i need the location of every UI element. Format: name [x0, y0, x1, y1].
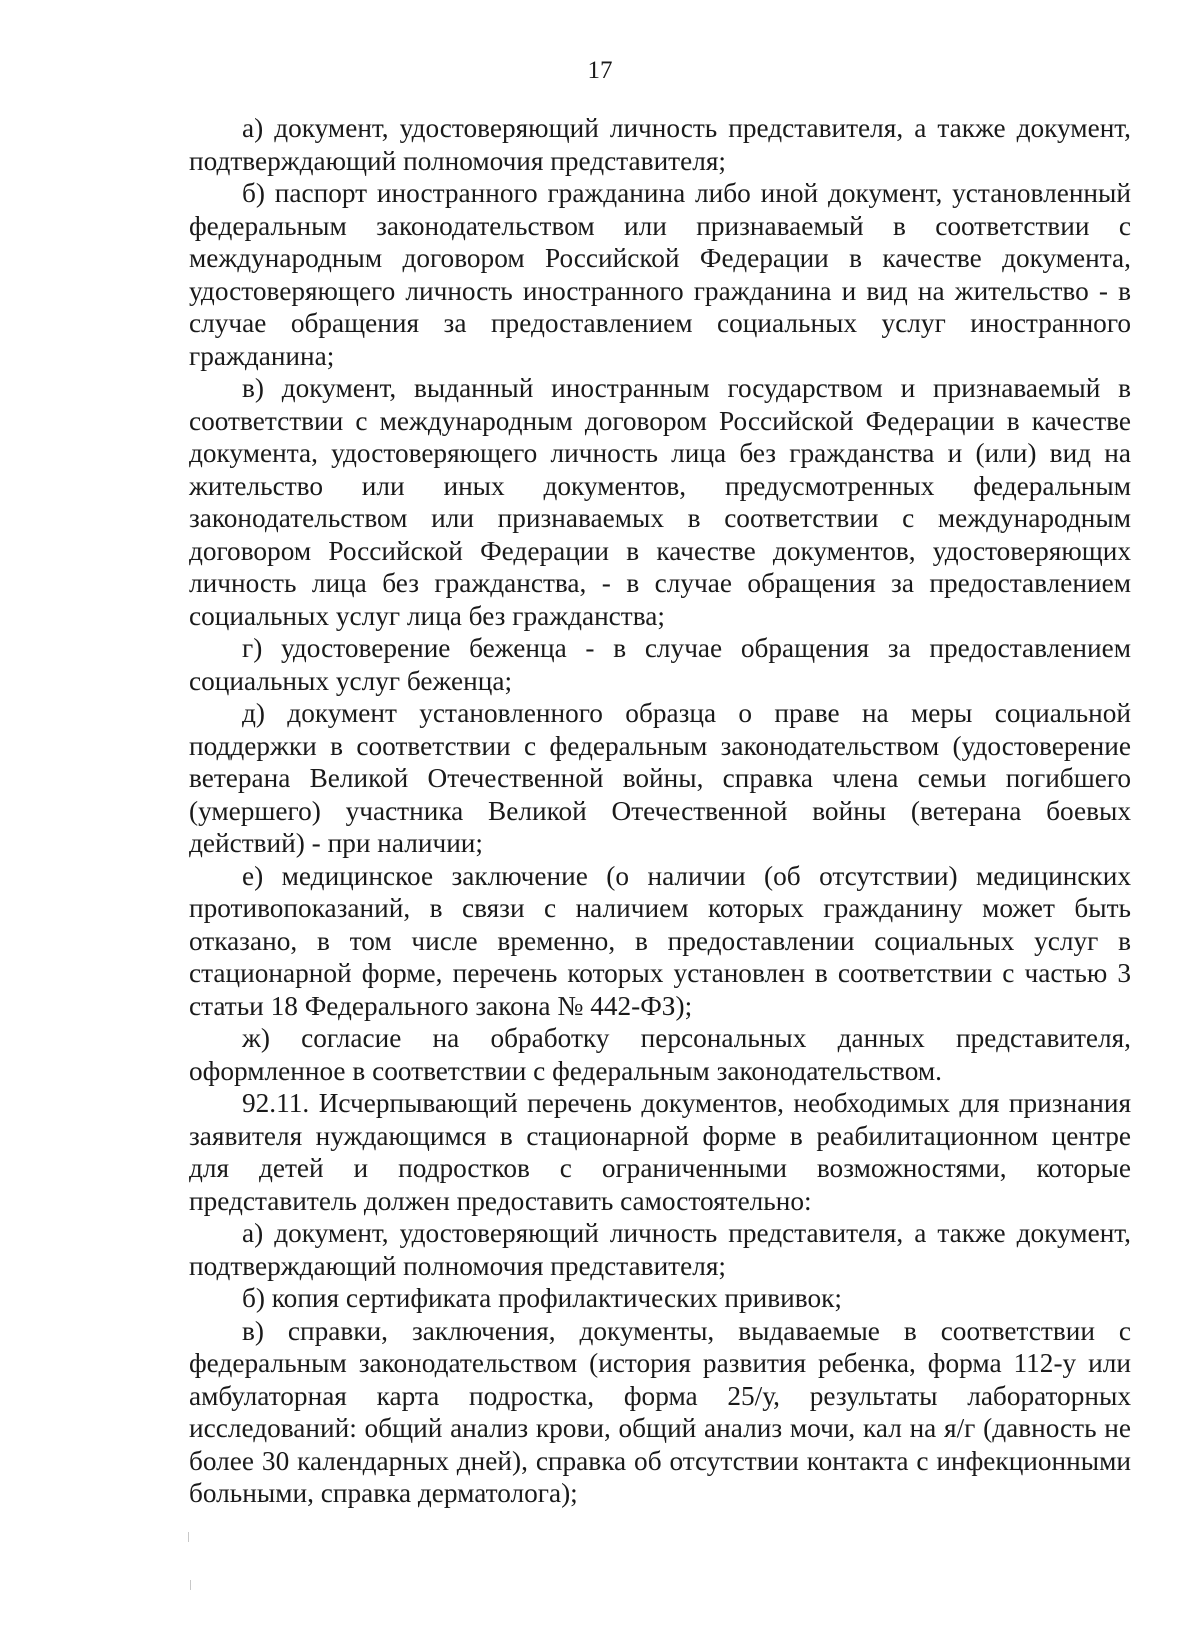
paragraph-d-social-support-document: д) документ установленного образца о праве на меры социальной поддержки в соответствии с федеральным законодательством (удостоверение ветерана Великой Отечественной войны, справка члена семьи погибшего (умершего) участника Великой Отечественной войны (ветерана боевых действий) - при наличии; — [189, 698, 1131, 858]
scan-mark — [190, 1580, 191, 1590]
paragraph-92-11-document-list: 92.11. Исчерпывающий перечень документов, необходимых для признания заявителя нуждающимся в стационарной форме в реабилитационном центре для детей и подростков с ограниченными возможностями, которые представитель должен предоставить самостоятельно: — [189, 1088, 1131, 1216]
document-body — [189, 112, 1131, 1510]
paragraph-v-stateless-document: в) документ, выданный иностранным государством и признаваемый в соответствии с международным договором Российской Федерации в качестве документа, удостоверяющего личность лица без гражданства и (или) вид на жительство или иных документов, предусмотренных федеральным законодательством или признаваемых в соответствии с международным договором Российской Федерации в качестве документов, удостоверяющих личность лица без гражданства, - в случае обращения за предоставлением социальных услуг лица без гражданства; — [189, 373, 1131, 631]
paragraph-a-representative-id: а) документ, удостоверяющий личность представителя, а также документ, подтверждающий полномочия представителя; — [189, 113, 1131, 176]
scan-mark — [188, 1532, 189, 1542]
paragraph-b-vaccination-certificate: б) копия сертификата профилактических прививок; — [242, 1283, 842, 1313]
paragraph-g-refugee-certificate: г) удостоверение беженца - в случае обращения за предоставлением социальных услуг беженца; — [189, 633, 1131, 696]
paragraph-v-medical-certificates: в) справки, заключения, документы, выдаваемые в соответствии с федеральным законодательством (история развития ребенка, форма 112-у или амбулаторная карта подростка, форма 25/у, результаты лабораторных исследований: общий анализ крови, общий анализ мочи, кал на я/г (давность не более 30 календарных дней), справка об отсутствии контакта с инфекционными больными, справка дерматолога); — [189, 1315, 1131, 1508]
paragraph-a-representative-id-2: а) документ, удостоверяющий личность представителя, а также документ, подтверждающий полномочия представителя; — [189, 1218, 1131, 1281]
paragraph-b-foreign-passport: б) паспорт иностранного гражданина либо иной документ, установленный федеральным законодательством или признаваемый в соответствии с международным договором Российской Федерации в качестве документа, удостоверяющего личность иностранного гражданина и вид на жительство - в случае обращения за предоставлением социальных услуг иностранного гражданина; — [189, 178, 1131, 371]
paragraph-e-medical-conclusion: е) медицинское заключение (о наличии (об отсутствии) медицинских противопоказаний, в связи с наличием которых гражданину может быть отказано, в том числе временно, в предоставлении социальных услуг в стационарной форме, перечень которых установлен в соответствии с частью 3 статьи 18 Федерального закона № 442-ФЗ); — [189, 860, 1131, 1021]
page-number: 17 — [587, 57, 613, 84]
paragraph-zh-personal-data-consent: ж) согласие на обработку персональных данных представителя, оформленное в соответствии с федеральным законодательством. — [189, 1023, 1131, 1086]
